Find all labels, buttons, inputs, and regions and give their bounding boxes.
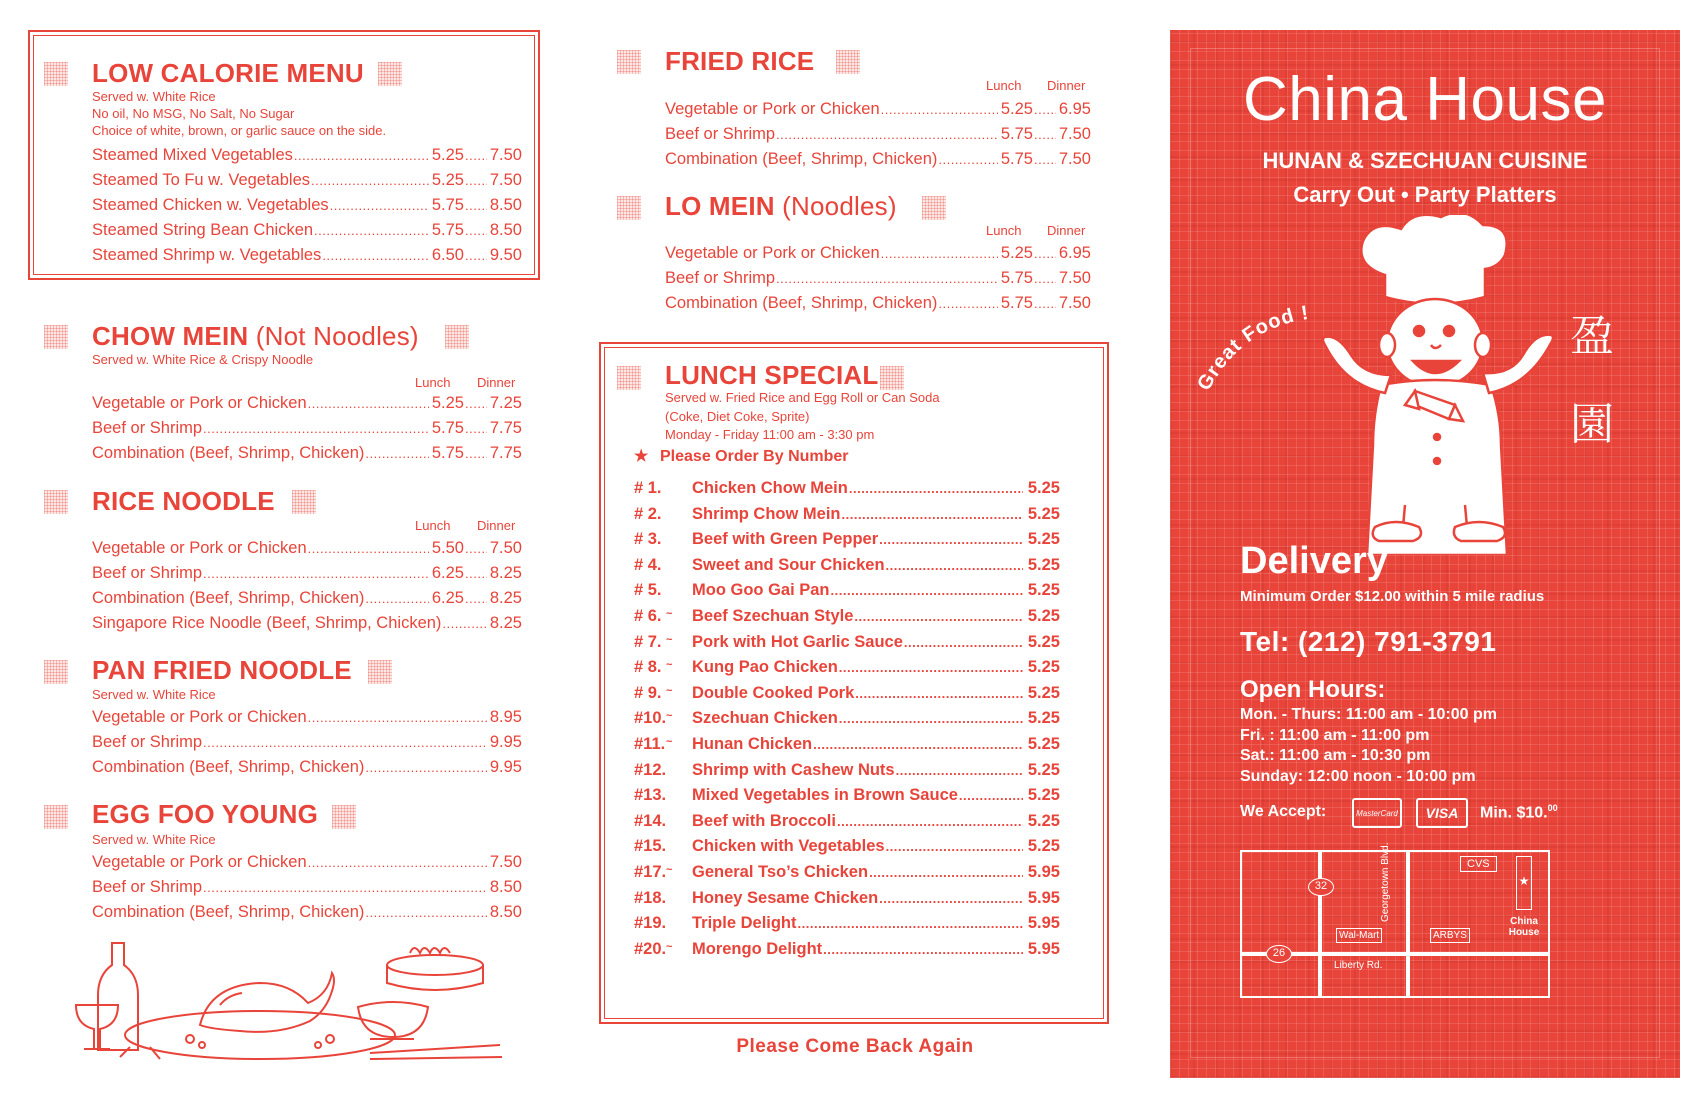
hours-title: Open Hours: [1240,676,1386,703]
lunch-item-price: 5.25 [1027,734,1060,753]
chow-mein-title [92,321,419,352]
lunch-item-name: Chicken Chow Mein [692,479,848,497]
restaurant-name: China House [1243,65,1607,134]
hours-line: Sat.: 11:00 am - 10:30 pm [1240,747,1431,764]
star-icon: ★ [1518,874,1530,888]
menu-item: Vegetable or Pork or Chicken ..... 5.25 ..... 6.95 [665,244,1091,269]
location-map [1240,842,1550,998]
lunch-item [634,530,1060,556]
street-horizontal-label: Liberty Rd. [1334,960,1383,971]
hot-pepper-icon: ~ [666,940,673,953]
lunch-item [634,556,1060,582]
pattern-square-icon [378,62,402,86]
hours-list [1240,705,1497,787]
walmart-label: Wal-Mart [1336,928,1382,943]
menu-item: Beef or Shrimp ..... 5.75 ..... 7.50 [665,269,1091,294]
col-dinner: Dinner [1047,223,1086,238]
lo-mein-title [665,191,897,222]
delivery-note: Minimum Order $12.00 within 5 mile radius [1240,588,1545,605]
fried-rice-title: FRIED RICE [665,46,815,76]
cvs-label: CVS [1460,856,1497,872]
lunch-item-number: # 2. [634,504,662,523]
hot-pepper-icon: ~ [666,863,673,876]
lunch-item-price: 5.25 [1027,504,1060,523]
order-note [634,446,849,466]
fried-rice-list [665,100,1091,175]
note-line: Monday - Friday 11:00 am - 3:30 pm [665,427,875,442]
menu-item: Vegetable or Pork or Chicken ..... 5.25 ..... 7.25 [92,394,522,419]
lunch-item-number: #15. [634,837,667,856]
lunch-item-price: 5.95 [1027,914,1060,933]
order-note-text: Please Order By Number [660,448,849,465]
visa-icon [1416,798,1468,828]
lunch-item-price: 5.25 [1027,760,1060,779]
menu-item: Steamed String Bean Chicken ..... 5.75 ..... 8.50 [92,221,522,246]
pattern-square-icon [44,325,68,349]
minimum-cents: 00 [1547,803,1558,813]
footer-text: Please Come Back Again [736,1036,974,1057]
lunch-item-number: #17. [634,862,667,881]
menu-item: Beef or Shrimp ..... 9.95 [92,733,522,758]
menu-item: Vegetable or Pork or Chicken ..... 8.95 [92,708,522,733]
menu-item: Singapore Rice Noodle (Beef, Shrimp, Chicken) ..... 8.25 [92,614,522,639]
lunch-item-number: # 8. [634,658,662,677]
lunch-item-price: 5.25 [1027,811,1060,830]
lunch-item [634,914,1060,940]
map-label-line: House [1508,927,1540,938]
title-suffix: (Noodles) [782,191,897,221]
pattern-square-icon [44,660,68,684]
route-badge: 26 [1266,945,1292,963]
lunch-item-number: # 7. [634,632,662,651]
pattern-square-icon [617,196,641,220]
lunch-item-number: # 1. [634,479,662,497]
pattern-square-icon [836,50,860,74]
title-main: LO MEIN [665,191,775,221]
low-calorie-list [92,146,522,271]
telephone: Tel: (212) 791-3791 [1240,626,1497,657]
lunch-item-price: 5.25 [1027,479,1060,497]
lunch-item-name: Szechuan Chicken [692,709,838,728]
title-main: CHOW MEIN [92,321,249,351]
menu-item: Combination (Beef, Shrimp, Chicken) ..... 9.95 [92,758,522,783]
pattern-square-icon [445,325,469,349]
lunch-item-name: Hunan Chicken [692,734,813,753]
lunch-item-number: # 5. [634,581,662,600]
col-lunch: Lunch [986,78,1022,93]
chinese-char-1: 盈 [1570,311,1614,362]
chef-illustration [1315,215,1565,555]
menu-item: Combination (Beef, Shrimp, Chicken) ..... 5.75 ..... 7.50 [665,294,1091,319]
hot-pepper-icon: ~ [666,607,673,620]
lunch-item-name: Chicken with Vegetables [692,837,885,856]
pan-fried-list [92,708,522,783]
egg-foo-young-title: EGG FOO YOUNG [92,799,319,829]
menu-item: Combination (Beef, Shrimp, Chicken) ..... 5.75 ..... 7.75 [92,444,522,469]
lunch-item-name: Beef with Green Pepper [692,530,879,549]
menu-item: Beef or Shrimp ..... 5.75 ..... 7.50 [665,125,1091,150]
lunch-item-price: 5.25 [1027,581,1060,600]
cuisine-line: HUNAN & SZECHUAN CUISINE [1262,148,1588,173]
lunch-item-price: 5.25 [1027,709,1060,728]
chinese-char-2: 園 [1570,399,1614,450]
menu-item: Combination (Beef, Shrimp, Chicken) ..... 6.25 ..... 8.25 [92,589,522,614]
lunch-item-name: Shrimp with Cashew Nuts [692,760,895,779]
china-house-marker [1516,856,1532,910]
menu-item: Combination (Beef, Shrimp, Chicken) ..... 8.50 [92,903,522,928]
card1-label: MasterCard [1356,808,1398,818]
lunch-item-name: Triple Delight [692,914,797,933]
road-vertical-1 [1318,852,1322,996]
mastercard-icon [1352,798,1402,828]
egg-foo-young-note: Served w. White Rice [92,832,216,847]
col-lunch: Lunch [986,223,1022,238]
lunch-item-price: 5.95 [1027,862,1060,881]
low-calorie-notes [92,88,386,139]
menu-item: Steamed Mixed Vegetables ..... 5.25 ..... 7.50 [92,146,522,171]
lunch-item [634,684,1060,710]
lunch-item-price: 5.25 [1027,683,1060,702]
lunch-item [634,786,1060,812]
delivery-title: Delivery [1240,540,1388,582]
chow-mein-list [92,394,522,469]
note-line: Served w. Fried Rice and Egg Roll or Can Soda [665,390,940,405]
hot-pepper-icon: ~ [666,684,673,697]
pattern-square-icon [880,366,904,390]
hours-line: Sunday: 12:00 noon - 10:00 pm [1240,767,1476,785]
lunch-item-name: Moo Goo Gai Pan [692,581,830,600]
lunch-item-number: #10. [634,709,667,728]
pattern-square-icon [368,660,392,684]
egg-foo-young-list [92,853,522,928]
lunch-item-price: 5.95 [1027,888,1060,907]
services-line: Carry Out • Party Platters [1293,182,1557,207]
lunch-item [634,479,1060,505]
col-dinner: Dinner [1047,78,1086,93]
note-line: Choice of white, brown, or garlic sauce on the side. [92,123,387,138]
pan-fried-note: Served w. White Rice [92,687,216,702]
col-lunch: Lunch [415,518,451,533]
card2-label: VISA [1425,805,1459,821]
lunch-item-number: #14. [634,811,667,830]
menu-item: Beef or Shrimp ..... 5.75 ..... 7.75 [92,419,522,444]
note-line: Served w. White Rice [92,89,216,104]
china-house-label [1500,916,1548,938]
pattern-square-icon [44,490,68,514]
lunch-item-name: Double Cooked Pork [692,683,855,702]
hours-line: Fri. : 11:00 am - 11:00 pm [1240,726,1430,744]
lunch-item-name: Shrimp Chow Mein [692,504,841,523]
menu-item: Beef or Shrimp ..... 8.50 [92,878,522,903]
menu-item: Steamed To Fu w. Vegetables ..... 5.25 ..... 7.50 [92,171,522,196]
pattern-square-icon [292,490,316,514]
lunch-item-price: 5.25 [1027,632,1060,651]
col-dinner: Dinner [477,375,516,390]
info-panel [1170,30,1680,1078]
rice-noodle-list [92,539,522,639]
lunch-special-title: LUNCH SPECIAL [665,360,879,390]
col-dinner: Dinner [477,518,516,533]
lunch-item [634,812,1060,838]
chow-mein-note: Served w. White Rice & Crispy Noodle [92,352,314,367]
menu-item: Beef or Shrimp ..... 6.25 ..... 8.25 [92,564,522,589]
slogan-text: Great Food ! [1193,301,1311,395]
lunch-item-name: General Tso’s Chicken [692,862,869,881]
lunch-item-number: #11. [634,734,666,753]
pattern-square-icon [617,366,641,390]
lunch-special-notes [665,389,940,445]
lunch-item-name: Beef Szechuan Style [692,606,854,625]
lunch-item-number: #20. [634,939,667,958]
lunch-item-name: Beef with Broccoli [692,811,836,830]
route-badge: 32 [1308,878,1334,896]
lo-mein-list [665,244,1091,319]
lunch-item-name: Mixed Vegetables in Brown Sauce [692,786,958,805]
pattern-square-icon [617,50,641,74]
lunch-item-price: 5.25 [1027,837,1060,856]
note-line: (Coke, Diet Coke, Sprite) [665,408,810,424]
lunch-item-price: 5.25 [1027,606,1060,625]
lunch-item-name: Honey Sesame Chicken [692,888,879,907]
star-icon: ★ [634,448,649,465]
pattern-square-icon [44,62,68,86]
note-line: No oil, No MSG, No Salt, No Sugar [92,106,295,121]
lunch-item-price: 5.25 [1027,530,1060,549]
lunch-item-number: #19. [634,914,667,933]
lunch-item-name: Morengo Delight [692,939,823,958]
lunch-item-price: 5.25 [1027,786,1060,805]
lunch-item [634,940,1060,966]
lunch-item [634,889,1060,915]
lunch-item-number: # 3. [634,530,662,549]
lunch-item-price: 5.25 [1027,555,1060,574]
lunch-item-price: 5.95 [1027,939,1060,958]
pattern-square-icon [44,805,68,829]
road-vertical-2 [1406,852,1410,996]
menu-item: Steamed Shrimp w. Vegetables ..... 6.50 ..... 9.50 [92,246,522,271]
col-lunch: Lunch [415,375,451,390]
lunch-item [634,658,1060,684]
hot-pepper-icon: ~ [666,710,673,723]
lunch-item [634,581,1060,607]
lunch-item-number: # 9. [634,683,662,702]
menu-item: Steamed Chicken w. Vegetables ..... 5.75 ..... 8.50 [92,196,522,221]
hot-pepper-icon: ~ [666,633,673,646]
lunch-item-name: Kung Pao Chicken [692,658,838,677]
lunch-item [634,633,1060,659]
food-illustration [70,935,510,1070]
lunch-item-number: #13. [634,786,667,805]
hot-pepper-icon: ~ [666,659,673,672]
minimum-order [1480,803,1558,822]
hot-pepper-icon: ~ [666,735,673,748]
map-label-line: China [1510,916,1538,927]
lunch-special-list [634,479,1060,965]
lunch-item-number: # 4. [634,555,662,574]
low-calorie-title: LOW CALORIE MENU [92,58,364,88]
lunch-item [634,837,1060,863]
lunch-item-name: Sweet and Sour Chicken [692,555,885,574]
lunch-item [634,607,1060,633]
lunch-item-number: #12. [634,760,667,779]
pattern-square-icon [922,196,946,220]
pan-fried-title: PAN FRIED NOODLE [92,655,352,685]
lunch-item [634,709,1060,735]
accept-label: We Accept: [1240,803,1327,820]
street-vertical-label: Georgetown Blvd. [1380,842,1391,922]
minimum-text: Min. $10. [1480,804,1548,822]
menu-item: Vegetable or Pork or Chicken ..... 5.25 ..... 6.95 [665,100,1091,125]
menu-item: Combination (Beef, Shrimp, Chicken) ..... 5.75 ..... 7.50 [665,150,1091,175]
menu-item: Vegetable or Pork or Chicken ..... 7.50 [92,853,522,878]
rice-noodle-title: RICE NOODLE [92,486,275,516]
lunch-item [634,505,1060,531]
pattern-square-icon [332,805,356,829]
arbys-label: ARBYS [1430,928,1470,943]
lunch-item [634,761,1060,787]
title-suffix: (Not Noodles) [255,321,419,351]
menu-item: Vegetable or Pork or Chicken ..... 5.50 ..... 7.50 [92,539,522,564]
hours-line: Mon. - Thurs: 11:00 am - 10:00 pm [1240,706,1497,723]
lunch-item-name: Pork with Hot Garlic Sauce [692,632,903,651]
lunch-item-price: 5.25 [1027,658,1060,677]
lunch-item [634,735,1060,761]
lunch-item-number: # 6. [634,606,662,625]
lunch-item [634,863,1060,889]
lunch-item-number: #18. [634,888,667,907]
